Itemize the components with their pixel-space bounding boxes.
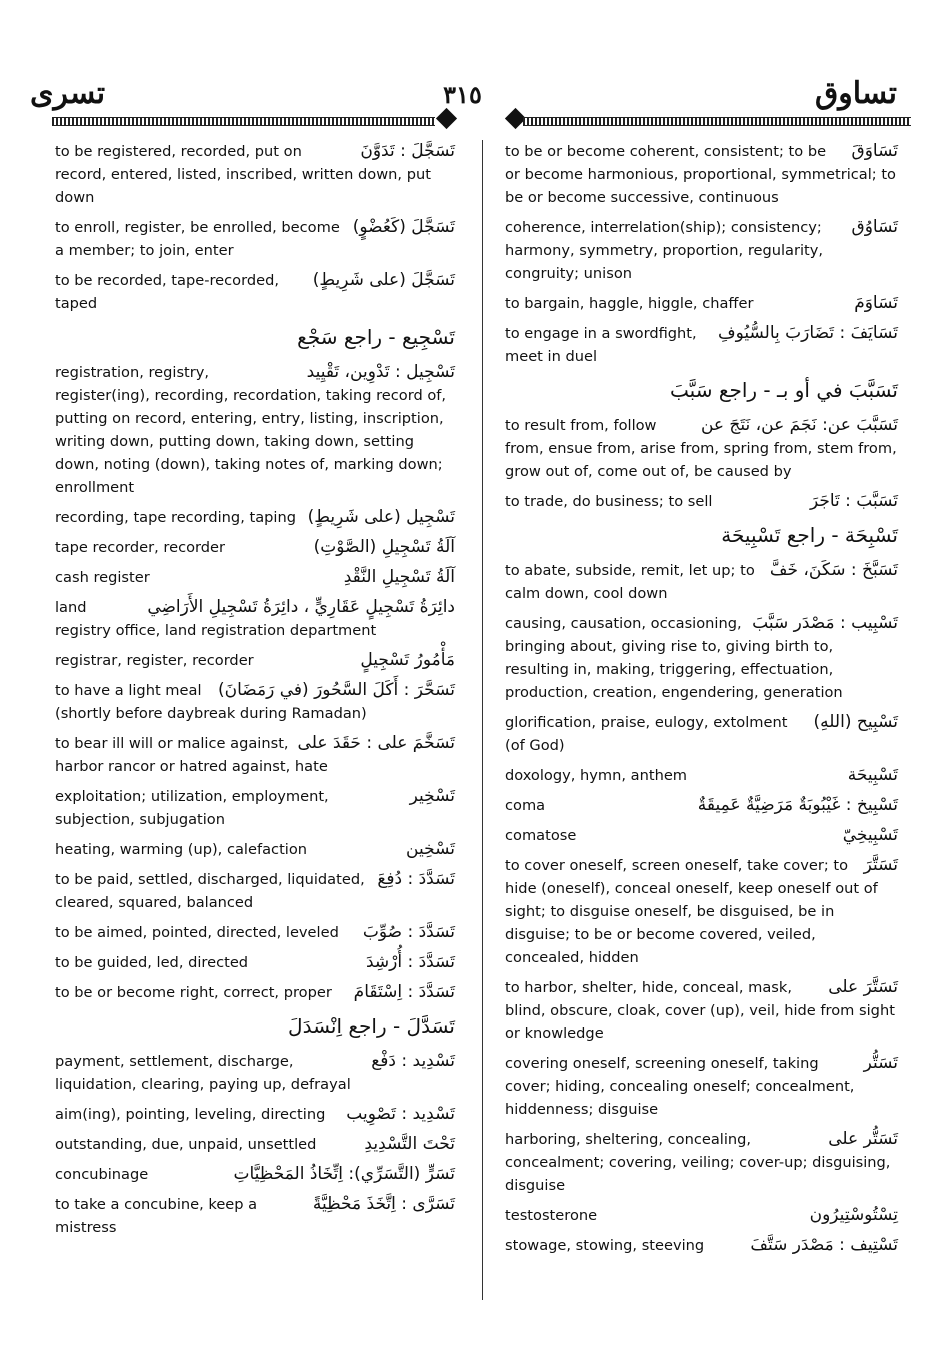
dictionary-entry xyxy=(505,612,898,704)
dictionary-entry xyxy=(55,679,455,725)
arabic-headword: تَسَجَّلَ (كَعُضْوٍ) xyxy=(352,217,455,237)
english-definition: aim(ing), pointing, leveling, directing xyxy=(55,1106,326,1123)
dictionary-entry xyxy=(505,1128,898,1197)
diamond-ornament-left xyxy=(436,108,457,129)
cross-reference: تَسْجِيع - راجع سَجْع xyxy=(297,325,455,349)
dictionary-entry xyxy=(55,1133,455,1156)
arabic-headword: تَسَتَّرَ على xyxy=(828,977,898,997)
arabic-headword: تَسَبَّبَ : تَاجَرَ xyxy=(809,491,898,511)
english-definition: heating, warming (up), calefaction xyxy=(55,841,308,858)
dictionary-entry xyxy=(505,216,898,285)
arabic-headword: تَسَرٍّ (التَّسَرِّي): اِتِّخَاذُ المَحْظِيَّاتِ xyxy=(233,1164,455,1184)
english-definition: to be or become coherent, consistent; to be or become harmonious, proportional, symmetrical; to be or become successive, continuous xyxy=(505,143,896,206)
english-definition: to harbor, shelter, hide, conceal, mask, blind, obscure, cloak, cover (up), veil, hide from sight or knowledge xyxy=(505,979,895,1042)
english-definition: to be registered, recorded, put on record, entered, listed, inscribed, written down, put down xyxy=(55,143,431,206)
arabic-headword: تَسْجِيل (على شَرِيطٍ) xyxy=(307,507,455,527)
arabic-headword: تَسَتُّر على xyxy=(828,1129,898,1149)
english-definition: registration, registry, register(ing), recording, recordation, taking record of, putting on record, entering, entry, listing, inscription, writing down, putting down, taking down, setting down, noting (down), taking notes of, marking down; enrollment xyxy=(55,364,447,496)
dictionary-entry xyxy=(505,490,898,513)
english-definition: registrar, register, recorder xyxy=(55,652,254,669)
header-rule-right xyxy=(523,117,911,126)
arabic-headword: تَسَاوَمَ xyxy=(854,293,898,313)
english-definition: to cover oneself, screen oneself, take cover; to hide (oneself), conceal oneself, keep oneself out of sight; to disguise oneself, be disguised, be in disguise; to be or become covered, veiled, concealed, hidden xyxy=(505,857,878,966)
dictionary-entry xyxy=(505,711,898,757)
english-definition: coma xyxy=(505,797,546,814)
english-definition: concubinage xyxy=(55,1166,149,1183)
dictionary-entry xyxy=(55,868,455,914)
arabic-headword: تَسْدِيد : دَفْع xyxy=(371,1051,455,1071)
english-definition: harboring, sheltering, concealing, concealment; covering, veiling; cover-up; disguising, disguise xyxy=(505,1131,891,1194)
arabic-headword: تَسَدَّدَ : صُوِّبَ xyxy=(362,922,455,942)
arabic-headword: تَسَدَّدَ : اِسْتَقَامَ xyxy=(353,982,455,1002)
dictionary-entry xyxy=(55,506,455,529)
english-definition: cash register xyxy=(55,569,150,586)
english-definition: doxology, hymn, anthem xyxy=(505,767,688,784)
dictionary-entry xyxy=(55,269,455,315)
english-definition: covering oneself, screening oneself, taking cover; hiding, concealing oneself; concealment, hiddenness; disguise xyxy=(505,1055,855,1118)
arabic-headword: تَسَتَّرَ xyxy=(863,855,898,875)
arabic-headword: دائِرَةُ تَسْجِيلٍ عَقَارِيٍّ ، دائِرَةُ تَسْجِيلِ الأَرَاضِي xyxy=(147,597,455,617)
dictionary-entry xyxy=(505,794,898,817)
english-definition: recording, tape recording, taping xyxy=(55,509,296,526)
arabic-headword: تَسَبَّخَ : سَكَنَ، خَفَّ xyxy=(769,560,898,580)
dictionary-entry xyxy=(55,649,455,672)
arabic-headword: مَأْمُورُ تَسْجِيلٍ xyxy=(360,650,455,670)
header-rule-left xyxy=(52,117,435,126)
english-definition: to bargain, haggle, higgle, chaffer xyxy=(505,295,754,312)
arabic-headword: تَسْبِيخ : غَيْبُوبَةٌ مَرَضِيَّةٌ عَمِيقَةٌ xyxy=(697,795,898,815)
cross-reference: تَسَدَّلَ - راجع اِنْسَدَلَ xyxy=(288,1014,455,1038)
arabic-headword: تَسَتُّر xyxy=(863,1053,898,1073)
arabic-headword: تَسَرَّى : اِتَّخَذَ مَحْظِيَّةً xyxy=(312,1194,455,1214)
arabic-headword: تَحْتَ التَّسْدِيدِ xyxy=(364,1134,455,1154)
arabic-headword: تَسْبِيخِيّ xyxy=(842,825,898,845)
dictionary-entry xyxy=(505,322,898,368)
arabic-headword: تَسَدَّدَ : أُرْشِدَ xyxy=(365,952,455,972)
arabic-headword: تَسْدِيد : تَصْوِيب xyxy=(346,1104,455,1124)
dictionary-entry xyxy=(55,1193,455,1239)
dictionary-entry xyxy=(55,785,455,831)
arabic-headword: تَسَاوَقَ xyxy=(851,141,898,161)
english-definition: to be recorded, tape-recorded, taped xyxy=(55,272,279,312)
dictionary-entry xyxy=(55,921,455,944)
arabic-headword: تَسْخِين xyxy=(406,839,455,859)
dictionary-entry xyxy=(505,976,898,1045)
english-definition: payment, settlement, discharge, liquidation, clearing, paying up, defrayal xyxy=(55,1053,351,1093)
arabic-headword: تَسَجَّلَ : تَدَوَّنَ xyxy=(360,141,455,161)
dictionary-entry xyxy=(55,1103,455,1126)
arabic-headword: تِسْتُوسْتِيرُون xyxy=(809,1205,898,1225)
english-definition: outstanding, due, unpaid, unsettled xyxy=(55,1136,317,1153)
english-definition: to engage in a swordfight, meet in duel xyxy=(505,325,697,365)
arabic-headword: تَسْتِيف : مَصْدَر سَتَّفَ xyxy=(750,1235,898,1255)
dictionary-entry xyxy=(55,951,455,974)
english-definition: coherence, interrelation(ship); consistency; harmony, symmetry, proportion, regularity, congruity; unison xyxy=(505,219,824,282)
right-column xyxy=(505,140,898,1264)
dictionary-entry xyxy=(505,292,898,315)
dictionary-entry xyxy=(505,414,898,483)
english-definition: land registry office, land registration department xyxy=(55,599,377,639)
english-definition: to trade, do business; to sell xyxy=(505,493,713,510)
english-definition: exploitation; utilization, employment, subjection, subjugation xyxy=(55,788,329,828)
running-head-right: تساوق xyxy=(814,76,897,111)
english-definition: stowage, stowing, steeving xyxy=(505,1237,705,1254)
dictionary-entry xyxy=(55,536,455,559)
arabic-headword: تَسَخَّمَ على : حَقَدَ على xyxy=(297,733,455,753)
dictionary-entry xyxy=(55,140,455,209)
left-column xyxy=(55,140,455,1246)
dictionary-entry xyxy=(55,361,455,499)
english-definition: to enroll, register, be enrolled, become a member; to join, enter xyxy=(55,219,340,259)
english-definition: comatose xyxy=(505,827,577,844)
dictionary-entry xyxy=(505,824,898,847)
english-definition: to be aimed, pointed, directed, leveled xyxy=(55,924,339,941)
english-definition: to result from, follow from, ensue from, arise from, spring from, stem from, grow out of, come out of, be caused by xyxy=(505,417,897,480)
english-definition: tape recorder, recorder xyxy=(55,539,226,556)
english-definition: testosterone xyxy=(505,1207,598,1224)
english-definition: to take a concubine, keep a mistress xyxy=(55,1196,258,1236)
arabic-headword: تَسَحَّرَ : أَكَلَ السَّحُورَ (في رَمَضَانَ) xyxy=(217,680,455,700)
arabic-headword: تَسَايَفَ : تَضَارَبَ بِالسُّيُوفِ xyxy=(717,323,898,343)
arabic-headword: تَسْجِيل : تَدْوِين، تَقْيِيد xyxy=(306,362,455,382)
english-definition: to be paid, settled, discharged, liquidated, cleared, squared, balanced xyxy=(55,871,365,911)
cross-reference: تَسَبَّبَ في أو بـ - راجع سَبَّبَ xyxy=(670,378,898,402)
english-definition: glorification, praise, eulogy, extolment (of God) xyxy=(505,714,788,754)
english-definition: to be guided, led, directed xyxy=(55,954,249,971)
dictionary-entry xyxy=(505,854,898,969)
english-definition: to abate, subside, remit, let up; to calm down, cool down xyxy=(505,562,755,602)
arabic-headword: تَسْخِير xyxy=(409,786,455,806)
dictionary-entry xyxy=(55,566,455,589)
dictionary-entry xyxy=(55,596,455,642)
arabic-headword: آلَةُ تَسْجِيلِ النَّقْدِ xyxy=(343,567,455,587)
dictionary-entry xyxy=(55,981,455,1004)
dictionary-entry xyxy=(55,1050,455,1096)
arabic-headword: تَسْبِيح (اللهِ) xyxy=(813,712,898,732)
dictionary-entry xyxy=(505,764,898,787)
english-definition: to bear ill will or malice against, harbor rancor or hatred against, hate xyxy=(55,735,328,775)
dictionary-entry xyxy=(505,140,898,209)
english-definition: causing, causation, occasioning, bringing about, giving rise to, giving birth to, resulting in, making, triggering, effectuation, production, creation, engendering, generation xyxy=(505,615,843,701)
dictionary-entry xyxy=(505,1204,898,1227)
arabic-headword: تَسَاوُق xyxy=(851,217,898,237)
column-divider xyxy=(482,140,483,1300)
arabic-headword: آلَةُ تَسْجِيلِ (الصَّوْتِ) xyxy=(313,537,455,557)
english-definition: to have a light meal (shortly before daybreak during Ramadan) xyxy=(55,682,367,722)
arabic-headword: تَسَدَّدَ : دُفِعَ xyxy=(377,869,455,889)
arabic-headword: تَسَجَّلَ (على شَرِيطٍ) xyxy=(312,270,455,290)
dictionary-entry xyxy=(55,732,455,778)
dictionary-entry xyxy=(55,216,455,262)
dictionary-entry xyxy=(505,1052,898,1121)
cross-reference: تَسْبِحَة - راجع تَسْبِيحَة xyxy=(721,523,898,547)
running-head-left: تسرى xyxy=(30,76,106,111)
arabic-headword: تَسَبَّبَ عن: نَجَمَ عن، نَتَجَ عن xyxy=(700,415,898,435)
dictionary-entry xyxy=(505,1234,898,1257)
dictionary-entry xyxy=(55,1163,455,1186)
arabic-headword: تَسْبِيب : مَصْدَر سَبَّبَ xyxy=(752,613,898,633)
page-number: ٣١٥ xyxy=(443,80,482,109)
dictionary-entry xyxy=(55,838,455,861)
dictionary-entry xyxy=(505,559,898,605)
english-definition: to be or become right, correct, proper xyxy=(55,984,332,1001)
arabic-headword: تَسْبِيحَة xyxy=(847,765,898,785)
